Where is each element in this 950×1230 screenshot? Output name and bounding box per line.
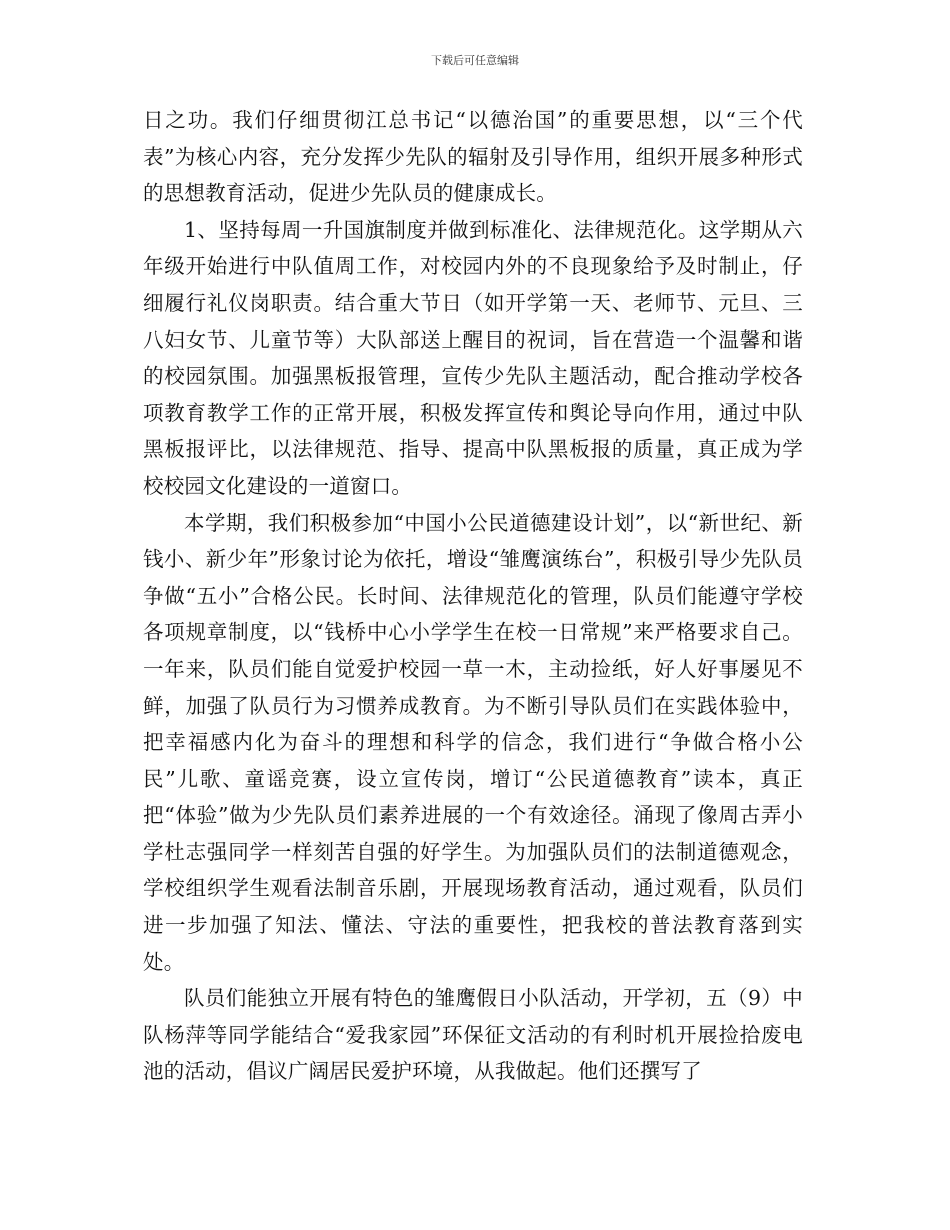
paragraph-continuation: 日之功。我们仔细贯彻江总书记“以德治国”的重要思想，以“三个代表”为核心内容，充分发挥少先队的辐射及引导作用，组织开展多种形式的思想教育活动，促进少先队员的健康成长。: [143, 108, 803, 206]
paragraph-flag-ceremony: 1、坚持每周一升国旗制度并做到标准化、法律规范化。这学期从六年级开始进行中队值周工作，对校园内外的不良现象给予及时制止，仔细履行礼仪岗职责。结合重大节日（如开学第一天、老师节、元旦、三八妇女节、儿童节等）大队部送上醒目的祝词，旨在营造一个温馨和谐的校园氛围。加强黑板报管理，宣传少先队主题活动，配合推动学校各项教育教学工作的正常开展，积极发挥宣传和舆论导向作用，通过中队黑板报评比，以法律规范、指导、提高中队黑板报的质量，真正成为学校校园文化建设的一道窗口。: [143, 217, 803, 498]
document-body: [143, 102, 803, 1090]
paragraph-citizen-morality: 本学期，我们积极参加“中国小公民道德建设计划”，以“新世纪、新钱小、新少年”形象讨论为依托，增设“雏鹰演练台”，积极引导少先队员争做“五小”合格公民。长时间、法律规范化的管理，队员们能遵守学校各项规章制度，以“钱桥中心小学学生在校一日常规”来严格要求自己。一年来，队员们能自觉爱护校园一草一木，主动捡纸，好人好事屡见不鲜，加强了队员行为习惯养成教育。为不断引导队员们在实践体验中，把幸福感内化为奋斗的理想和科学的信念，我们进行“争做合格小公民”儿歌、童谣竞赛，设立宣传岗，增订“公民道德教育”读本，真正把“体验”做为少先队员们素养进展的一个有效途径。涌现了像周古弄小学杜志强同学一样刻苦自强的好学生。为加强队员们的法制道德观念，学校组织学生观看法制音乐剧，开展现场教育活动，通过观看，队员们进一步加强了知法、懂法、守法的重要性，把我校的普法教育落到实处。: [143, 510, 803, 974]
paragraph-holiday-activities: 队员们能独立开展有特色的雏鹰假日小队活动，开学初，五（9）中队杨萍等同学能结合“爱我家园”环保征文活动的有利时机开展捡拾废电池的活动，倡议广阔居民爱护环境，从我做起。他们还撰写了: [143, 986, 803, 1084]
page-header: 下载后可任意编辑: [431, 54, 519, 67]
